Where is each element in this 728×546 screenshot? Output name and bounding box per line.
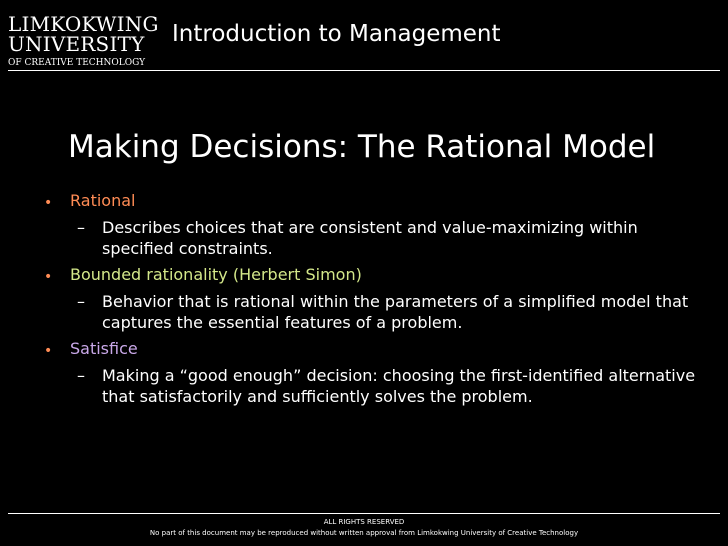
logo-line-1: LIMKOKWING: [8, 12, 159, 36]
bullet-heading: Bounded rationality (Herbert Simon): [70, 265, 362, 284]
footer-rights: ALL RIGHTS RESERVED: [323, 518, 405, 526]
logo-line-3: OF CREATIVE TECHNOLOGY: [8, 58, 146, 68]
bullet-satisfice: [42, 337, 702, 407]
university-logo: [8, 12, 159, 69]
bullet-bounded-rationality: [42, 263, 702, 333]
bullet-heading: Rational: [70, 191, 136, 210]
sub-point: [70, 217, 702, 259]
bullet-dot-icon: •: [44, 195, 53, 211]
bullet-rational: [42, 189, 702, 259]
footer-notice: No part of this document may be reproduced without written approval from Limkokwing University of Creative Technology: [149, 529, 579, 537]
slide-title: Making Decisions: The Rational Model: [68, 129, 656, 165]
logo-line-2: UNIVERSITY: [8, 32, 145, 56]
bullet-heading: Satisfice: [70, 339, 138, 358]
footer-divider: [8, 513, 720, 514]
sub-point: [70, 291, 702, 333]
course-title: Introduction to Management: [172, 21, 501, 47]
dash-icon: –: [77, 366, 85, 385]
sub-point-text: Behavior that is rational within the parameters of a simplified model that captures the essential features of a problem.: [102, 292, 689, 332]
sub-point-text: Making a “good enough” decision: choosing the first-identified alternative that satisfactorily and sufficiently solves the problem.: [102, 366, 696, 406]
dash-icon: –: [77, 292, 85, 311]
header-divider: [8, 70, 720, 71]
bullet-dot-icon: •: [44, 343, 53, 359]
bullet-list: [42, 189, 702, 411]
sub-point-text: Describes choices that are consistent and value-maximizing within specified constraints.: [102, 218, 638, 258]
dash-icon: –: [77, 218, 85, 237]
bullet-dot-icon: •: [44, 269, 53, 285]
sub-point: [70, 365, 702, 407]
